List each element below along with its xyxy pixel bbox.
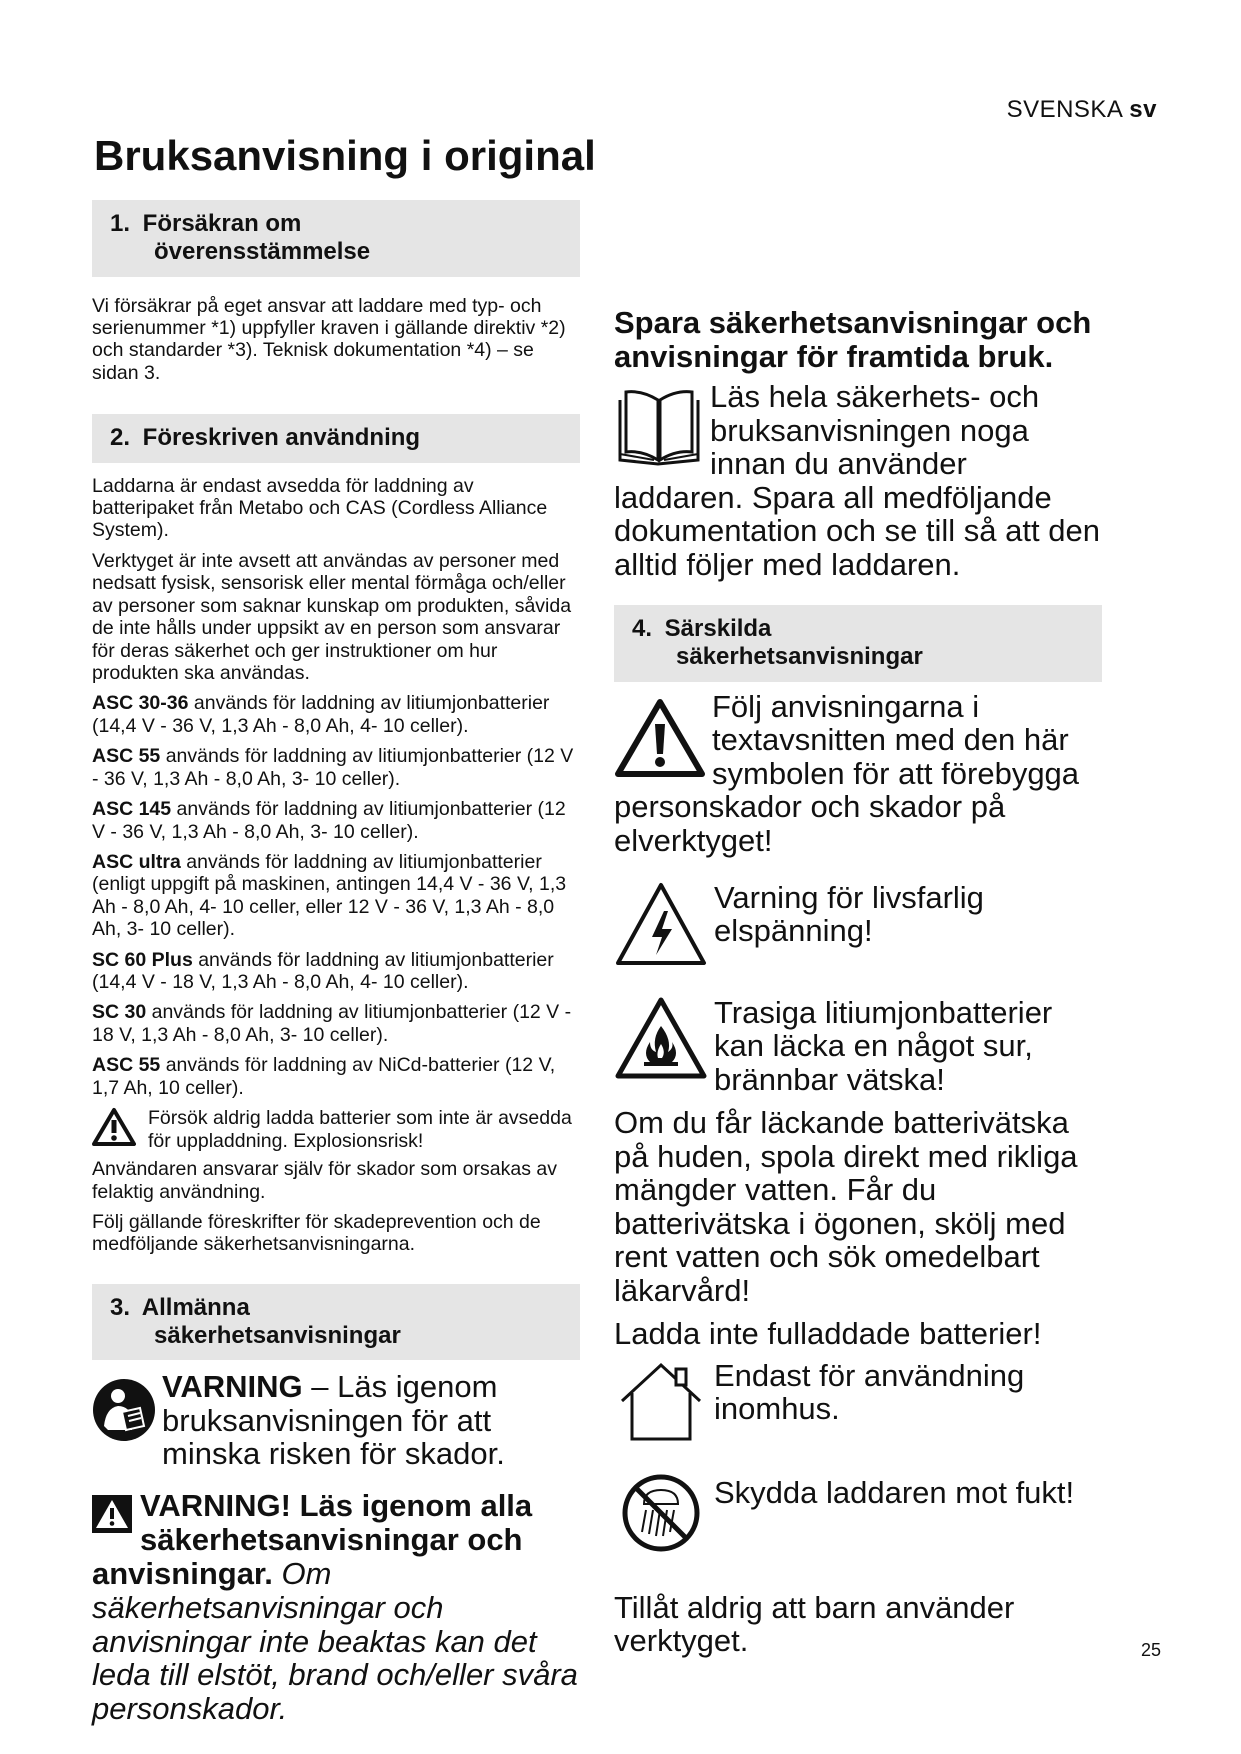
restriction-text: Verktyget är inte avsett att användas av personer med nedsatt fysisk, sensorisk eller mental förmåga och/eller av personer som saknar kunskap om produkten, såvida de inte hålls under uppsikt av en person som ansvarar för deras säkerhet och ger instruktioner om hur produkten ska användas. — [92, 549, 572, 684]
moisture-warning: Skydda laddaren mot fukt! — [614, 1470, 1102, 1561]
warning-triangle-icon — [92, 1107, 136, 1152]
section-4-heading: 4. Särskilda säkerhetsanvisningar — [614, 605, 1102, 682]
model-SC-60-Plus: SC 60 Plus används för laddning av litiumjonbatterier (14,4 V - 18 V, 1,3 Ah - 8,0 Ah, 4- 10 celler). — [92, 948, 554, 994]
regulations-text: Följ gällande föreskrifter för skadeprevention och de medföljande säkerhetsanvisningarna. — [92, 1211, 541, 1256]
fire-warning: Trasiga litiumjonbatterier kan läcka en något sur, brännbar vätska! — [614, 996, 1102, 1096]
flammable-triangle-icon — [614, 996, 708, 1085]
leak-instructions: Om du får läckande batterivätska på huden, spola direkt med rikliga mängder vatten. Får du batterivätska i ögonen, skölj med rent vatten och sök omedelbart läkarvård! — [614, 1105, 1078, 1308]
children-warning: Tillåt aldrig att barn använder verktyget. — [614, 1589, 1015, 1659]
model-ASC-55: ASC 55 används för laddning av litiumjonbatterier (12 V - 36 V, 1,3 Ah - 8,0 Ah, 3- 10 celler). — [92, 745, 574, 790]
section-2-heading: 2. Föreskriven användning — [92, 414, 580, 462]
read-manual-icon — [92, 1378, 156, 1447]
warning-square-icon — [92, 1495, 132, 1538]
model-ASC-ultra: ASC ultra används för laddning av litiumjonbatterier (enligt uppgift på maskinen, antingen 14,4 V - 36 V, 1,3 Ah - 8,0 Ah, 4- 10 celler, eller 12 V - 36 V, 1,3 Ah - 8,0 Ah, 3- 10 celler). — [92, 850, 567, 941]
no-rain-icon — [614, 1470, 708, 1561]
general-warning: VARNING! Läs igenom alla säkerhetsanvisningar och anvisningar. Om säkerhetsanvisningar och anvisningar inte beaktas kan det leda till elstöt, brand och/eller svåra personskador. — [92, 1487, 578, 1726]
read-manual-warning: VARNING – Läs igenom bruksanvisningen för att minska risken för skador. — [92, 1370, 580, 1470]
caution-triangle-icon — [614, 698, 706, 783]
house-icon — [614, 1359, 708, 1448]
right-column — [614, 200, 1102, 1658]
language-label: SVENSKA sv — [1006, 96, 1157, 123]
no-full-charge-text: Ladda inte fulladdade batterier! — [614, 1316, 1042, 1352]
section-3-heading: 3. Allmänna säkerhetsanvisningar — [92, 1284, 580, 1361]
left-column — [92, 200, 580, 1725]
indoor-use: Endast för användning inomhus. — [614, 1359, 1102, 1448]
section-1-heading: 1. Försäkran om överensstämmelse — [92, 200, 580, 277]
declaration-text: Vi försäkrar på eget ansvar att laddare med typ- och serienummer *1) uppfyller kraven i gällande direktiv *2) och standarder *3). Teknisk dokumentation *4) – se sidan 3. — [92, 294, 566, 384]
intended-use-text: Laddarna är endast avsedda för laddning av batteripaket från Metabo och CAS (Cordless Alliance System). — [92, 474, 548, 542]
responsibility-text: Användaren ansvarar själv för skador som orsakas av felaktig användning. — [92, 1158, 557, 1203]
manual-book-icon — [614, 386, 704, 475]
model-ASC-145: ASC 145 används för laddning av litiumjonbatterier (12 V - 36 V, 1,3 Ah - 8,0 Ah, 3- 10 celler). — [92, 798, 566, 843]
page-number: 25 — [1140, 1640, 1161, 1660]
high-voltage-icon — [614, 881, 708, 972]
model-ASC-55-nicd: ASC 55 används för laddning av NiCd-batterier (12 V, 1,7 Ah, 10 celler). — [92, 1054, 556, 1099]
explosion-warning: Försök aldrig ladda batterier som inte är avsedda för uppladdning. Explosionsrisk! — [92, 1107, 580, 1152]
voltage-warning: Varning för livsfarlig elspänning! — [614, 881, 1102, 972]
read-all-instructions: Läs hela säkerhets- och bruksanvisningen noga innan du använder laddaren. Spara all medföljande dokumentation och se till så att den alltid följer med laddaren. — [614, 379, 1100, 582]
save-instructions: Spara säkerhetsanvisningar och anvisningar för framtida bruk. — [614, 305, 1092, 375]
model-SC-30: SC 30 används för laddning av litiumjonbatterier (12 V - 18 V, 1,3 Ah - 8,0 Ah, 3- 10 celler). — [92, 1001, 572, 1046]
page-title: Bruksanvisning i original — [94, 132, 596, 179]
caution-block: Följ anvisningarna i textavsnitten med den här symbolen för att förebygga personskador och skador på elverktyget! — [614, 688, 1080, 858]
model-ASC-30-36: ASC 30-36 används för laddning av litiumjonbatterier (14,4 V - 36 V, 1,3 Ah - 8,0 Ah, 4- 10 celler). — [92, 692, 550, 737]
